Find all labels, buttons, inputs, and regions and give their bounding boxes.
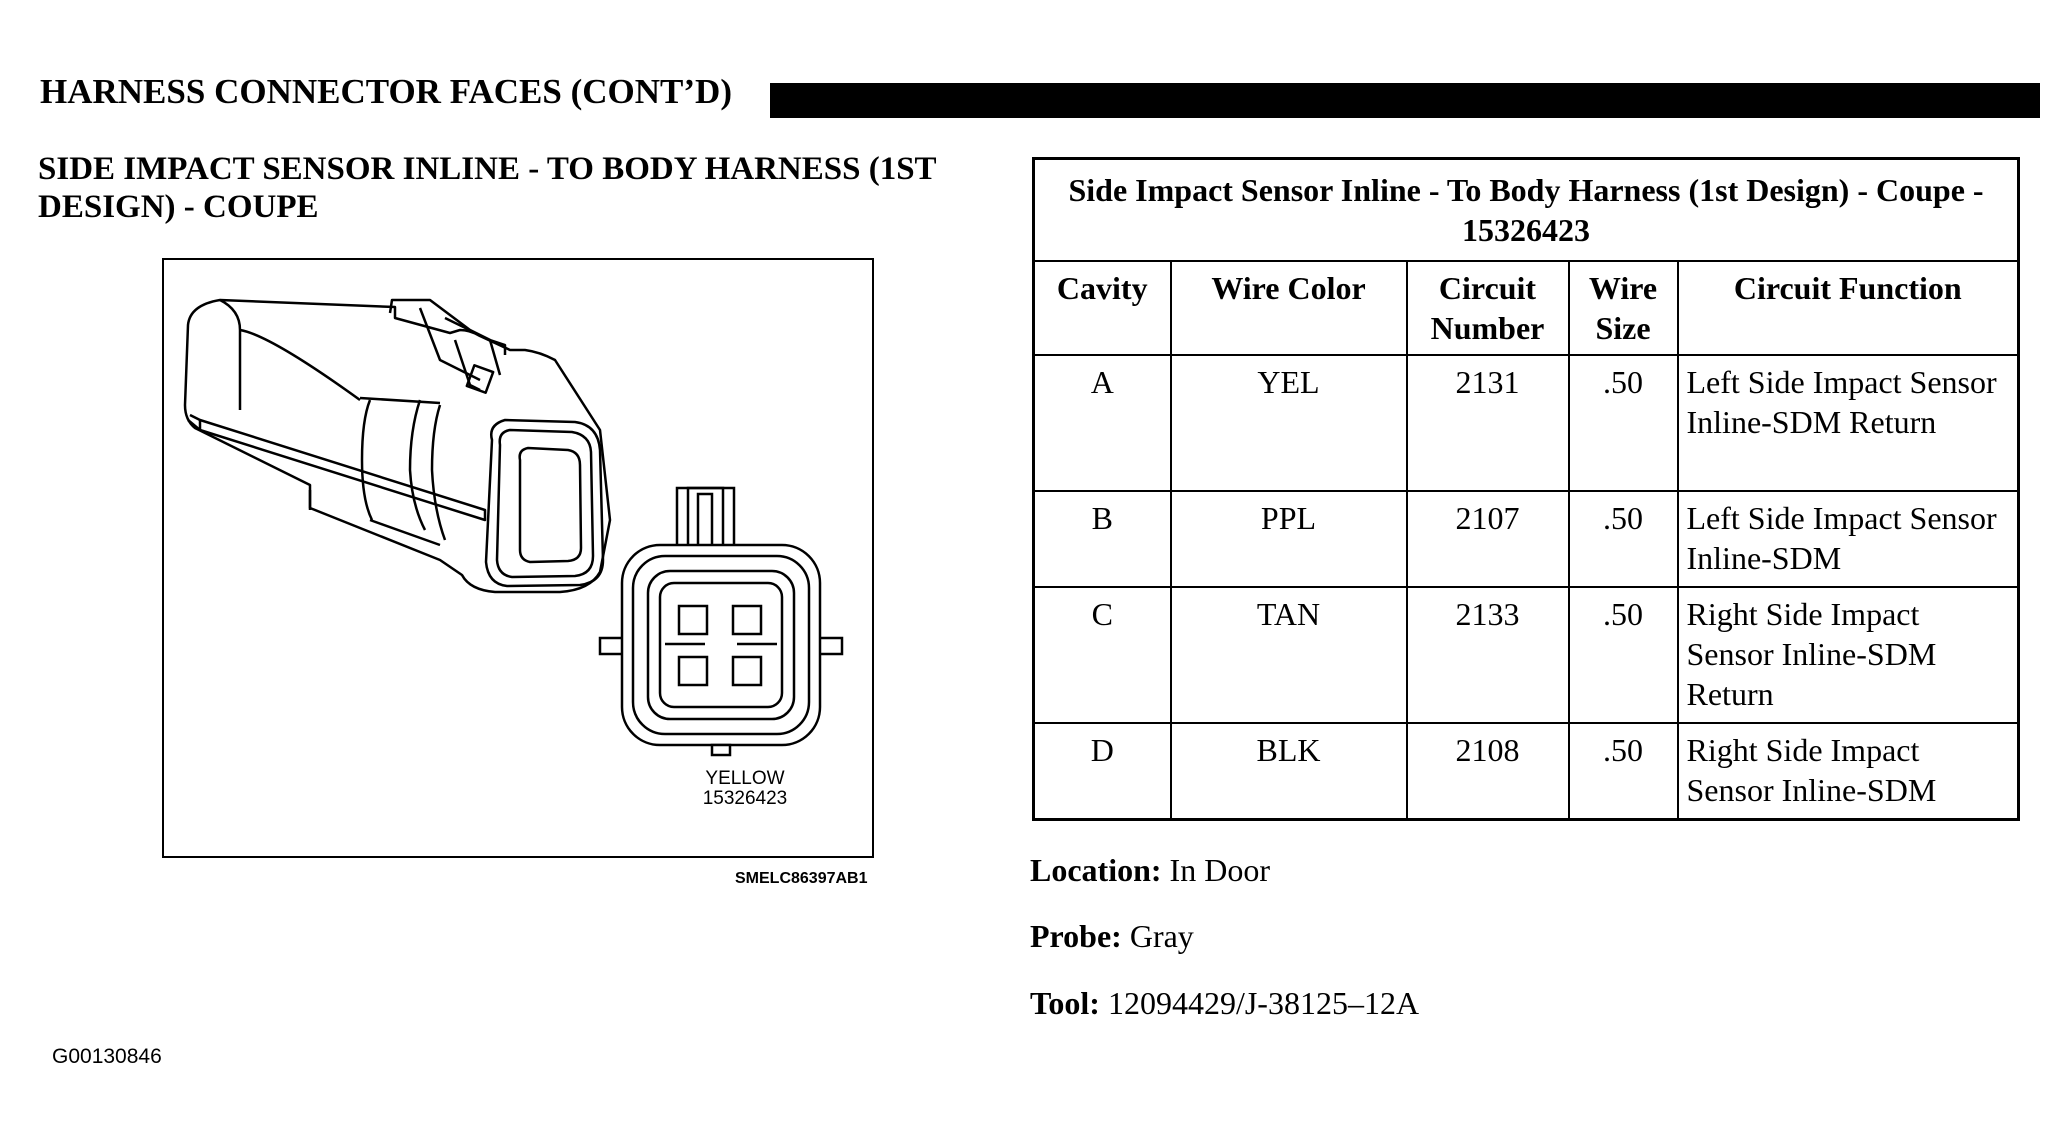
wire-size-cell: .50 (1569, 355, 1678, 491)
location-line (1030, 852, 1270, 889)
section-title: SIDE IMPACT SENSOR INLINE - TO BODY HARNESS (1ST DESIGN) - COUPE (38, 151, 936, 225)
table-header-row (1034, 261, 2019, 355)
table-caption: Side Impact Sensor Inline - To Body Harness (1st Design) - Coupe - 15326423 (1034, 159, 2019, 262)
cavity-cell: C (1034, 587, 1171, 723)
location-value: In Door (1169, 852, 1270, 888)
pinout-table (1032, 157, 2020, 821)
connector-part-number: 15326423 (702, 788, 788, 809)
probe-line (1030, 918, 1194, 955)
circuit-number-cell: 2133 (1407, 587, 1569, 723)
table-row (1034, 723, 2019, 819)
header-wire-size: Wire Size (1569, 261, 1678, 355)
circuit-number-cell: 2107 (1407, 491, 1569, 587)
wire-color-cell: YEL (1171, 355, 1407, 491)
header-wire-color: Wire Color (1171, 261, 1407, 355)
connector-face-view (600, 488, 842, 755)
table-row (1034, 491, 2019, 587)
wire-size-cell: .50 (1569, 723, 1678, 819)
wire-size-cell: .50 (1569, 587, 1678, 723)
header-cavity: Cavity (1034, 261, 1171, 355)
page-reference-id: G00130846 (52, 1045, 162, 1068)
table-row (1034, 355, 2019, 491)
circuit-function-cell: Right Side Impact Sensor Inline-SDM (1678, 723, 2019, 819)
circuit-number-cell: 2131 (1407, 355, 1569, 491)
connector-side-view (185, 300, 610, 592)
wire-size-cell: .50 (1569, 491, 1678, 587)
circuit-function-cell: Right Side Impact Sensor Inline-SDM Return (1678, 587, 2019, 723)
connector-color-label: YELLOW (705, 768, 785, 789)
cavity-cell: D (1034, 723, 1171, 819)
page-header-title: HARNESS CONNECTOR FACES (CONT’D) (40, 72, 732, 111)
table-row (1034, 587, 2019, 723)
header-circuit-number: Circuit Number (1407, 261, 1569, 355)
wire-color-cell: BLK (1171, 723, 1407, 819)
table-caption-row (1034, 159, 2019, 262)
tool-label: Tool: (1030, 985, 1100, 1021)
probe-value: Gray (1129, 918, 1194, 954)
wire-color-cell: PPL (1171, 491, 1407, 587)
cavity-cell: B (1034, 491, 1171, 587)
circuit-function-cell: Left Side Impact Sensor Inline-SDM (1678, 491, 2019, 587)
tool-line (1030, 985, 1419, 1022)
figure-id: SMELC86397AB1 (735, 870, 868, 887)
wire-color-cell: TAN (1171, 587, 1407, 723)
cavity-cell: A (1034, 355, 1171, 491)
header-circuit-function: Circuit Function (1678, 261, 2019, 355)
tool-value: 12094429/J-38125–12A (1107, 985, 1420, 1021)
circuit-number-cell: 2108 (1407, 723, 1569, 819)
probe-label: Probe: (1030, 918, 1122, 954)
circuit-function-cell: Left Side Impact Sensor Inline-SDM Return (1678, 355, 2019, 491)
location-label: Location: (1030, 852, 1162, 888)
